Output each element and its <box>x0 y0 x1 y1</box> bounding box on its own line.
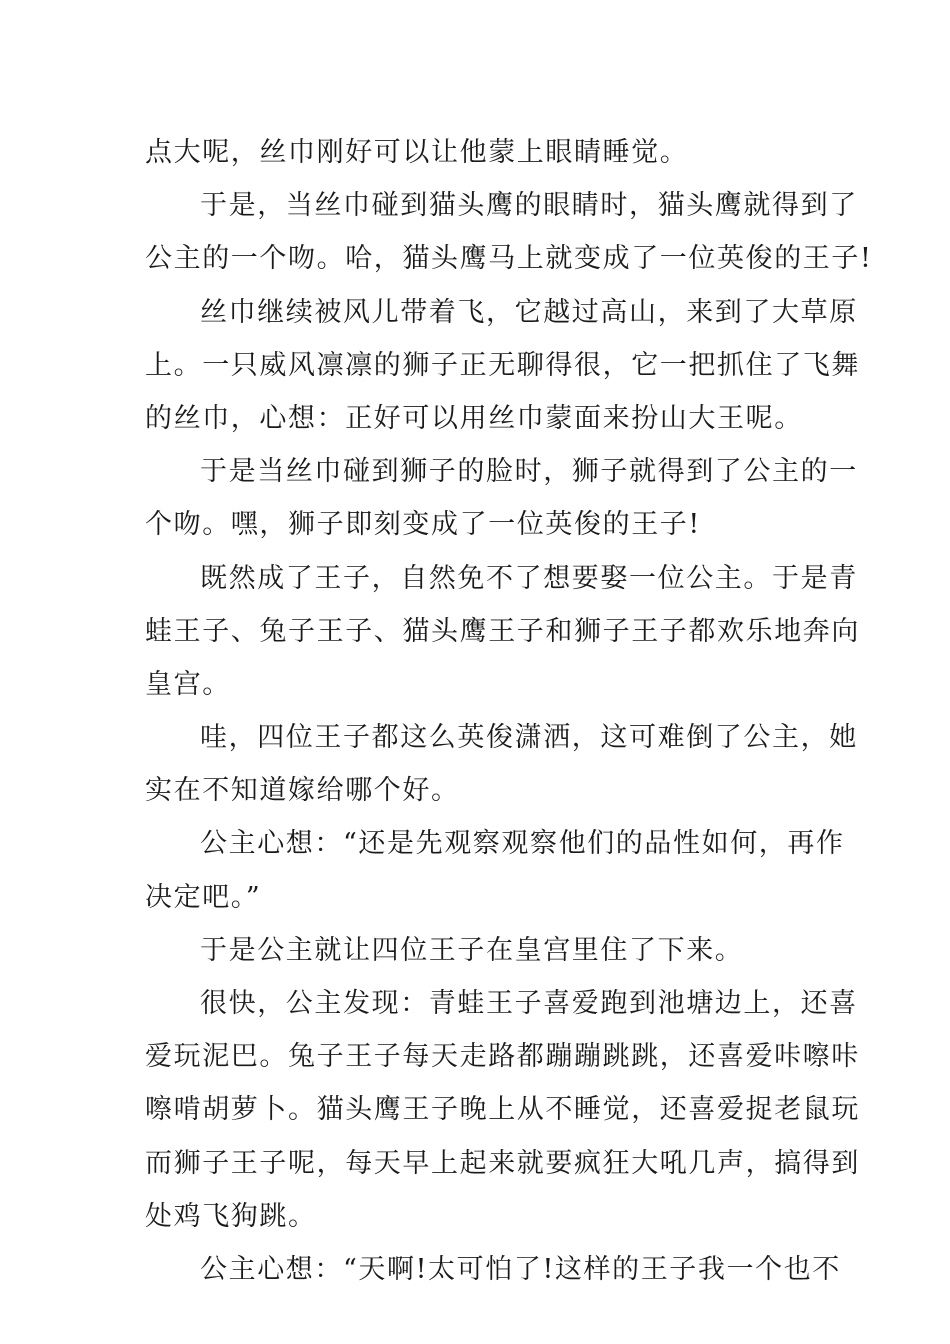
text-line-2: 于是，当丝巾碰到猫头鹰的眼睛时，猫头鹰就得到了 <box>200 190 858 222</box>
text-line-7: 于是当丝巾碰到狮子的脸时，狮子就得到了公主的一 <box>200 456 858 488</box>
text-line-20: 而狮子王子呢，每天早上起来就要疯狂大吼几声，搞得到 <box>145 1147 860 1179</box>
text-line-15: 决定吧。” <box>145 881 262 913</box>
text-line-5: 上。一只威风凛凛的狮子正无聊得很，它一把抓住了飞舞 <box>145 349 860 381</box>
text-line-8: 个吻。嘿，狮子即刻变成了一位英俊的王子! <box>145 509 701 541</box>
text-line-13: 实在不知道嫁给哪个好。 <box>145 775 460 807</box>
text-line-9: 既然成了王子，自然免不了想要娶一位公主。于是青 <box>200 562 858 594</box>
text-line-14: 公主心想：“还是先观察观察他们的品性如何，再作 <box>200 828 845 860</box>
text-line-18: 爱玩泥巴。兔子王子每天走路都蹦蹦跳跳，还喜爱咔嚓咔 <box>145 1041 860 1073</box>
text-line-6: 的丝巾，心想：正好可以用丝巾蒙面来扮山大王呢。 <box>145 402 803 434</box>
text-line-21: 处鸡飞狗跳。 <box>145 1200 317 1232</box>
text-line-11: 皇宫。 <box>145 668 231 700</box>
text-line-17: 很快，公主发现：青蛙王子喜爱跑到池塘边上，还喜 <box>200 988 858 1019</box>
text-line-16: 于是公主就让四位王子在皇宫里住了下来。 <box>200 934 744 966</box>
text-line-22: 公主心想：“天啊!太可怕了!这样的王子我一个也不 <box>200 1253 841 1285</box>
document-body <box>145 126 873 1296</box>
text-line-12: 哇，四位王子都这么英俊潇洒，这可难倒了公主，她 <box>200 722 858 754</box>
text-line-1: 点大呢，丝巾刚好可以让他蒙上眼睛睡觉。 <box>145 137 689 168</box>
text-line-4: 丝巾继续被风儿带着飞，它越过高山，来到了大草原 <box>200 296 858 328</box>
text-line-3: 公主的一个吻。哈，猫头鹰马上就变成了一位英俊的王子! <box>145 243 873 275</box>
text-line-10: 蛙王子、兔子王子、猫头鹰王子和狮子王子都欢乐地奔向 <box>145 615 860 647</box>
text-line-19: 嚓啃胡萝卜。猫头鹰王子晚上从不睡觉，还喜爱捉老鼠玩 <box>145 1094 860 1126</box>
